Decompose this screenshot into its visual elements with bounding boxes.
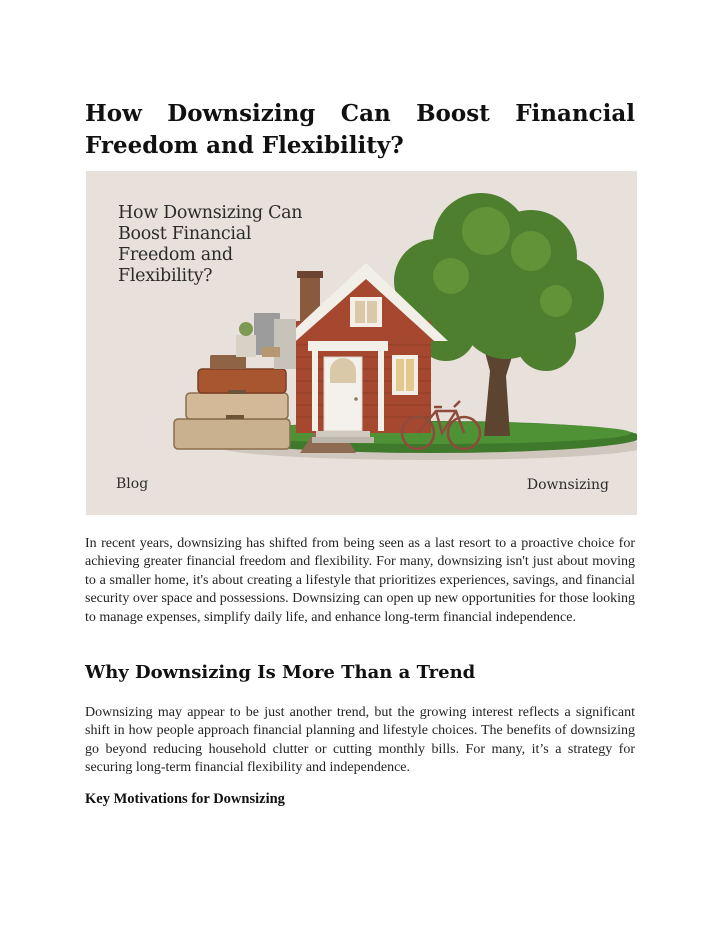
hero-label-blog: Blog (116, 476, 149, 492)
hero-label-category: Downsizing (526, 477, 609, 493)
suitcase-stack (174, 355, 290, 449)
subheading: Key Motivations for Downsizing (85, 791, 285, 807)
article-title: How Downsizing Can Boost Financial Freedom and Flexibility? (85, 100, 635, 159)
section-heading: Why Downsizing Is More Than a Trend (85, 662, 476, 683)
section-paragraph: Downsizing may appear to be just another trend, but the growing interest reflects a significant shift in how people approach financial planning and lifestyle choices. The benefits of downsizing go beyond reducing household clutter or cutting monthly bills. For many, it’s a strategy for securing long-term financial flexibility and independence. (85, 705, 635, 776)
hero-image (86, 171, 637, 515)
hero-overlay-title: How Downsizing Can Boost Financial Freedom and Flexibility? (118, 203, 303, 286)
front-steps (316, 431, 370, 437)
intro-paragraph: In recent years, downsizing has shifted from being seen as a last resort to a proactive choice for achieving greater financial freedom and flexibility. For many, downsizing isn't just about moving to a smaller home, it's about creating a lifestyle that prioritizes experiences, savings, and financial security over space and possessions. Downsizing can open up new opportunities for those looking to manage expenses, simplify daily life, and enhance long-term financial independence. (85, 536, 635, 625)
porch-roof (308, 341, 388, 351)
